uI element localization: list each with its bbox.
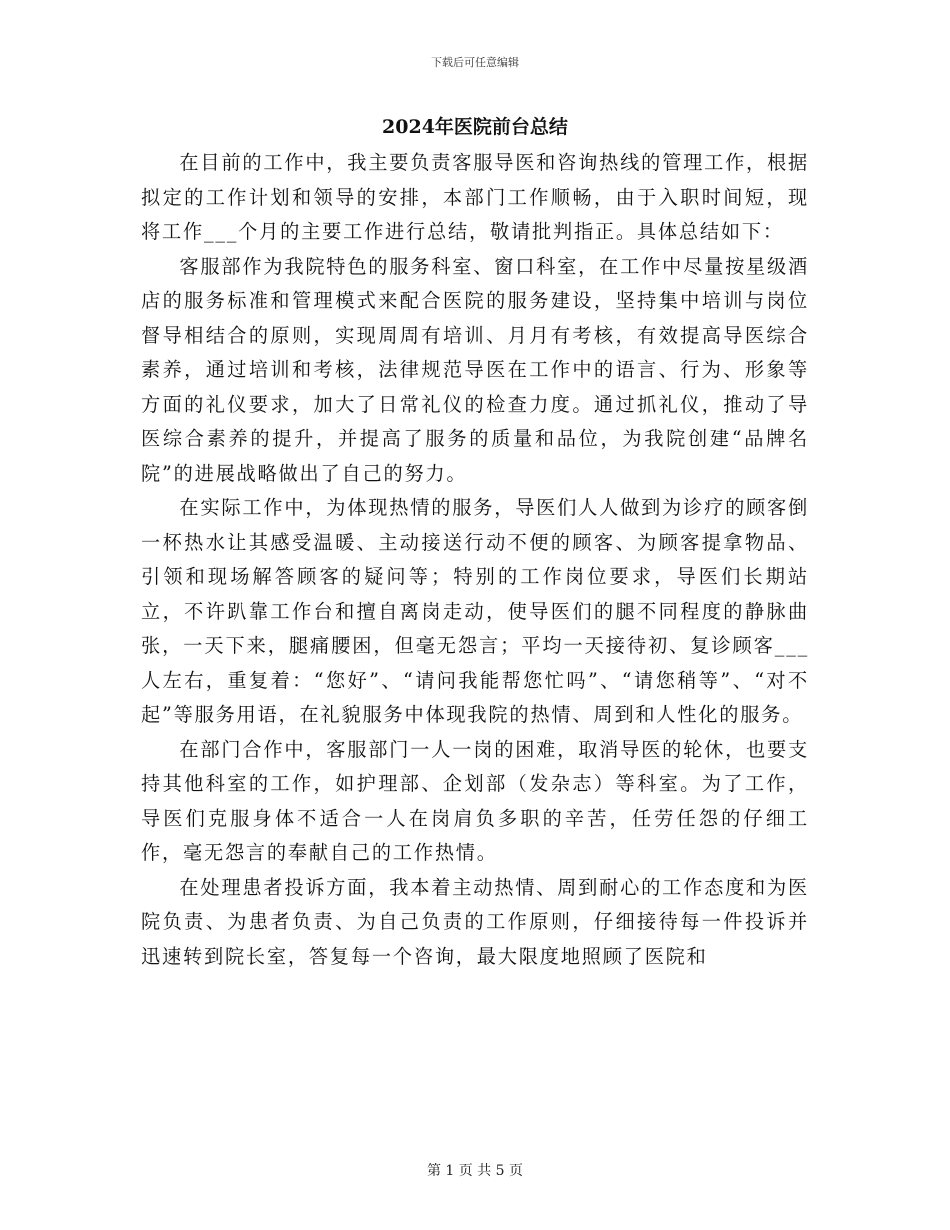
page-number: 第 1 页 共 5 页: [426, 1163, 524, 1179]
paragraph-service-training: 客服部作为我院特色的服务科室、窗口科室，在工作中尽量按星级酒店的服务标准和管理模式来配合医院的服务建设，坚持集中培训与岗位督导相结合的原则，实现周周有培训、月月有考核，有效提高导医综合素养，通过培训和考核，法律规范导医在工作中的语言、行为、形象等方面的礼仪要求，加大了日常礼仪的检查力度。通过抓礼仪，推动了导医综合素养的提升，并提高了服务的质量和品位，为我院创建“品牌名院”的进展战略做出了自己的努力。: [141, 254, 810, 485]
paragraph-department-cooperation: 在部门合作中，客服部门一人一岗的困难，取消导医的轮休，也要支持其他科室的工作，如护理部、企划部（发杂志）等科室。为了工作，导医们克服身体不适合一人在岗肩负多职的辛苦，任劳任怨的仔细工作，毫无怨言的奉献自己的工作热情。: [141, 737, 810, 864]
header-note: 下载后可任意编辑: [431, 56, 519, 69]
paragraph-practical-work: 在实际工作中，为体现热情的服务，导医们人人做到为诊疗的顾客倒一杯热水让其感受温暖、主动接送行动不便的顾客、为顾客提拿物品、引领和现场解答顾客的疑问等；特别的工作岗位要求，导医们长期站立，不许趴靠工作台和擅自离岗走动，使导医们的腿不同程度的静脉曲张，一天下来，腿痛腰困，但毫无怨言；平均一天接待初、复诊顾客___人左右，重复着：“您好”、“请问我能帮您忙吗”、“请您稍等”、“对不起”等服务用语，在礼貌服务中体现我院的热情、周到和人性化的服务。: [141, 496, 810, 726]
document-title: 2024年医院前台总结: [382, 116, 568, 138]
document-body: [141, 112, 809, 974]
paragraph-intro: 在目前的工作中，我主要负责客服导医和咨询热线的管理工作，根据拟定的工作计划和领导的安排，本部门工作顺畅，由于入职时间短，现将工作___个月的主要工作进行总结，敬请批判指正。具体总结如下：: [141, 151, 810, 243]
paragraph-complaint-handling: 在处理患者投诉方面，我本着主动热情、周到耐心的工作态度和为医院负责、为患者负责、为自己负责的工作原则，仔细接待每一件投诉并迅速转到院长室，答复每一个咨询，最大限度地照顾了医院和: [141, 875, 810, 968]
